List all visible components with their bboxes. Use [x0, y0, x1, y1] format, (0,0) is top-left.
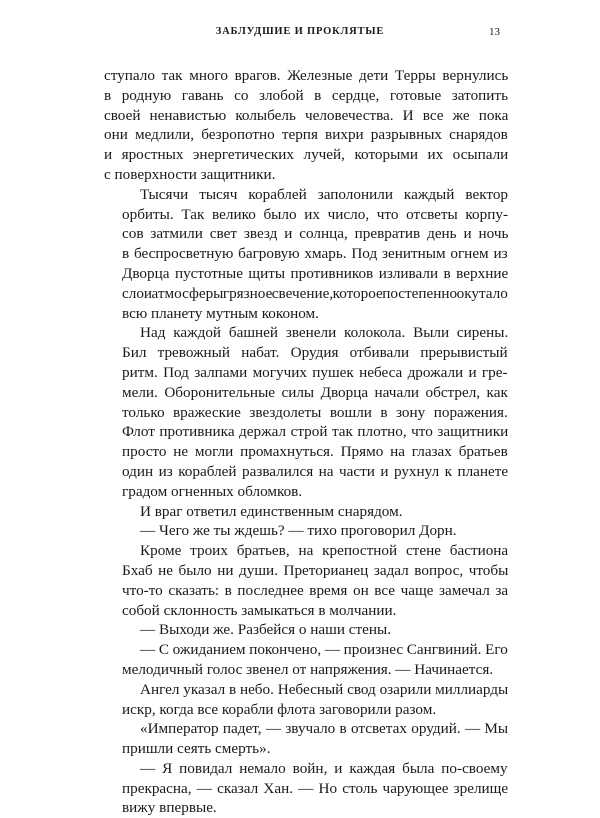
text-line: один из кораблей развалился на части и рухнул к планете	[122, 462, 509, 480]
text-line: пришли сеять смерть».	[122, 740, 271, 758]
text-line: — Выходи же. Разбейся о наши стены.	[140, 621, 392, 639]
text-line: Бил тревожный набат. Орудия отбивали прерывистый	[122, 344, 508, 362]
paragraph	[104, 759, 508, 818]
text-line: мели. Оборонительные силы Дворца начали обстрел, как	[122, 383, 508, 401]
running-title: ЗАБЛУДШИЕ И ПРОКЛЯТЫЕ	[215, 26, 385, 37]
page-number: 13	[489, 26, 500, 38]
text-line: Над каждой башней звенели колокола. Выли сирены.	[140, 324, 509, 342]
text-line: в беспросветную багровую хмарь. Под зенитным огнем из	[122, 245, 508, 263]
text-line: всю планету мутным коконом.	[122, 304, 319, 322]
text-line: своей ненавистью колыбель человечества. И все же пока	[104, 106, 509, 124]
paragraph	[104, 640, 508, 680]
text-line: градом огненных обломков.	[122, 482, 303, 500]
text-line: Флот противника держал строй так плотно, что защитники	[122, 423, 509, 441]
paragraph	[104, 680, 508, 720]
text-line: Кроме троих братьев, на крепостной стене бастиона	[140, 542, 509, 560]
paragraph	[104, 502, 508, 522]
text-line: И враг ответил единственным снарядом.	[140, 502, 403, 520]
text-line: орбиты. Так велико было их число, что отсветы корпу-	[122, 205, 509, 223]
text-line: только вражеские звездолеты вошли в зону поражения.	[122, 403, 508, 421]
text-line: в родную гавань со злобой в сердце, готовые затопить	[104, 86, 508, 104]
paragraph	[104, 185, 508, 324]
text-line: — С ожиданием покончено, — произнес Сангвиний. Его	[140, 641, 508, 659]
text-line: собой склонность замыкаться в молчании.	[122, 601, 397, 619]
text-line: с поверхности защитники.	[104, 165, 276, 183]
text-line: прекрасна, — сказал Хан. — Но столь чарующее зрелище	[122, 779, 509, 797]
paragraph	[104, 521, 508, 541]
text-line: — Я повидал немало войн, и каждая была по-своему	[140, 759, 508, 777]
text-line: просто не могли промахнуться. Прямо на глазах братьев	[122, 443, 508, 461]
paragraph	[104, 323, 508, 501]
paragraph	[104, 541, 508, 620]
text-line: Тысячи тысяч кораблей заполонили каждый вектор	[140, 185, 509, 203]
text-line: слои атмосферы грязное свечение, которое постепенно окутало	[122, 284, 508, 302]
text-line: ритм. Под залпами могучих пушек небеса дрожали и гре-	[122, 363, 508, 381]
body-text	[104, 66, 508, 818]
text-line: вижу впервые.	[122, 799, 217, 817]
text-line: сов затмили свет звезд и солнца, превратив день и ночь	[122, 225, 509, 243]
paragraph	[104, 620, 508, 640]
text-line: Бхаб не было ни души. Преторианец задал вопрос, чтобы	[122, 561, 509, 579]
text-line: мелодичный голос звенел от напряжения. — Начинается.	[122, 660, 494, 678]
paragraph	[104, 719, 508, 759]
text-line: ступало так много врагов. Железные дети Терры вернулись	[104, 67, 509, 84]
text-line: искр, когда все корабли флота заговорили разом.	[122, 700, 437, 718]
text-line: Ангел указал в небо. Небесный свод озарили миллиарды	[140, 680, 509, 698]
text-line: Дворца пустотные щиты противников изливали в верхние	[122, 264, 509, 282]
text-line: — Чего же ты ждешь? — тихо проговорил Дорн.	[140, 522, 457, 540]
text-line: «Император падет, — звучало в отсветах орудий. — Мы	[140, 720, 509, 738]
paragraph	[104, 66, 508, 185]
text-line: и яростных энергетических лучей, которыми их осыпали	[104, 146, 509, 164]
text-line: что-то сказать: в последнее время он все чаще замечал за	[122, 581, 509, 599]
text-line: они медлили, безропотно терпя вихри разрывных снарядов	[104, 126, 508, 144]
running-header	[0, 26, 600, 42]
